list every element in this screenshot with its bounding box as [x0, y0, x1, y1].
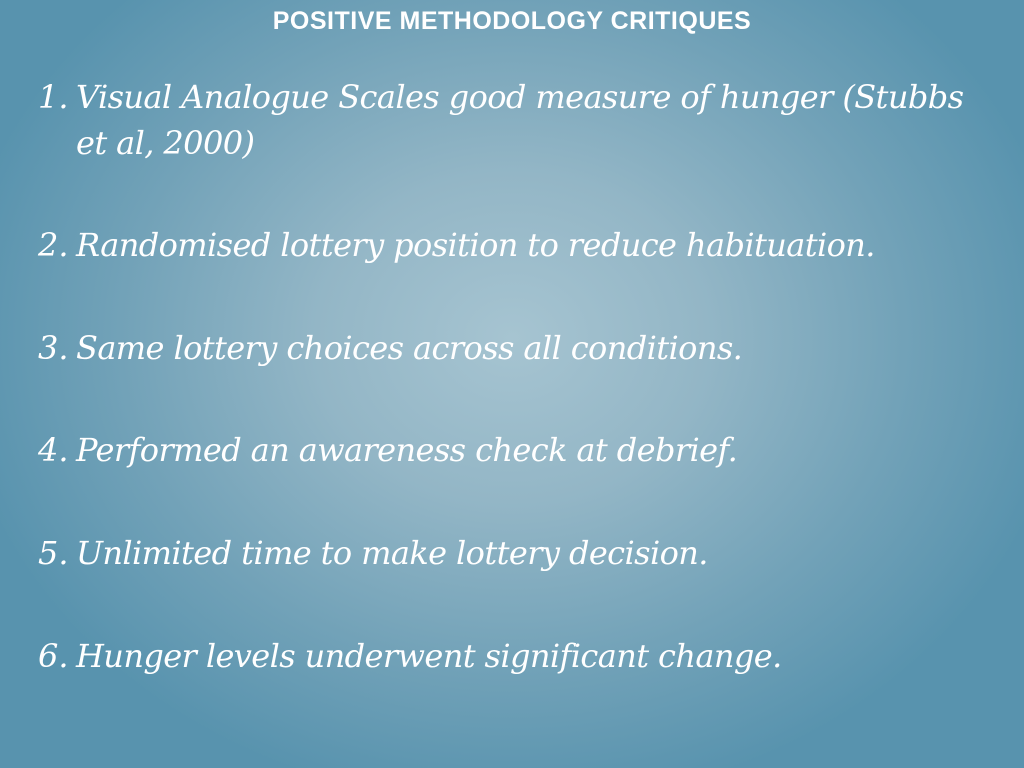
list-item-number: 4.	[38, 431, 69, 469]
list-item-text: Randomised lottery position to reduce habituation.	[76, 226, 875, 264]
list-item-number: 1.	[38, 78, 69, 116]
list-item	[38, 74, 988, 166]
list-item-text: Same lottery choices across all conditions.	[76, 329, 743, 367]
slide-title: POSITIVE METHODOLOGY CRITIQUES	[272, 7, 752, 35]
list-item-text: Visual Analogue Scales good measure of hunger (Stubbs et al, 2000)	[76, 78, 964, 162]
list-item-number: 6.	[38, 637, 69, 675]
list-item	[38, 427, 988, 473]
list-item-number: 2.	[38, 226, 69, 264]
list-item-text: Performed an awareness check at debrief.	[76, 431, 738, 469]
list-item	[38, 633, 988, 679]
list-item	[38, 222, 988, 268]
list-item-number: 5.	[38, 534, 69, 572]
list-item-number: 3.	[38, 329, 69, 367]
list-item-text: Unlimited time to make lottery decision.	[76, 534, 708, 572]
list-item-text: Hunger levels underwent significant change.	[76, 637, 782, 675]
list-item	[38, 325, 988, 371]
list-item	[38, 530, 988, 576]
